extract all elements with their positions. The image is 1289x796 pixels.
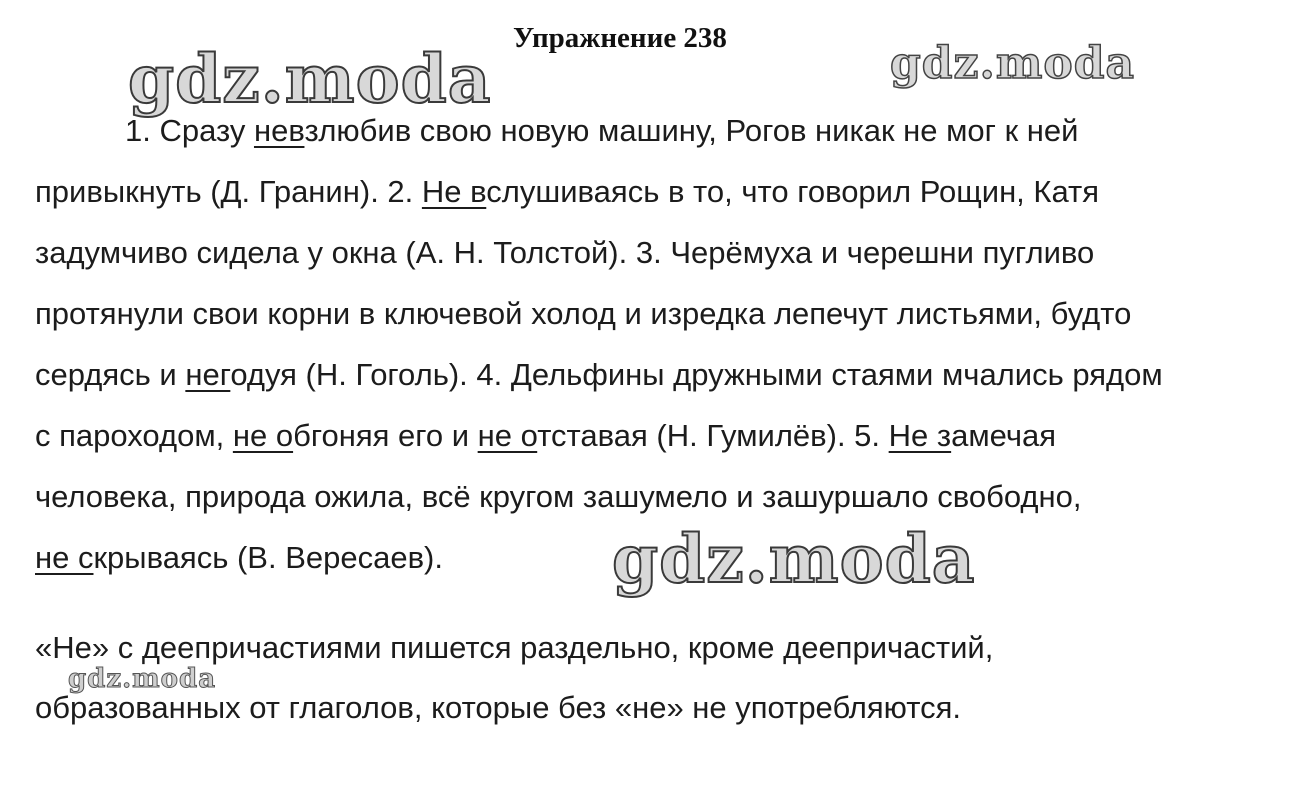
text-line: [35, 357, 1163, 393]
text-segment: злюбив свою новую машину, Рогов никак не мог к ней: [304, 113, 1079, 148]
text-line: [35, 540, 443, 576]
text-segment: амечая: [951, 418, 1057, 453]
underlined-segment: Не з: [888, 418, 952, 453]
watermark-logo: gdz.moda: [68, 664, 217, 694]
text-segment: тставая (Н. Гумилёв). 5.: [537, 418, 889, 453]
text-line: [125, 113, 1078, 149]
underlined-segment: Не в: [421, 174, 487, 209]
rule-line: образованных от глаголов, которые без «не» не употребляются.: [35, 690, 962, 725]
text-segment: слушиваясь в то, что говорил Рощин, Катя: [486, 174, 1100, 209]
rule-line: «Не» с деепричастиями пишется раздельно, кроме деепричастий,: [35, 630, 994, 665]
text-line: [35, 235, 1094, 271]
watermark-logo: gdz.moda: [128, 40, 492, 118]
text-segment: одуя (Н. Гоголь). 4. Дельфины дружными стаями мчались рядом: [230, 357, 1163, 392]
watermark-logo: gdz.moda: [890, 38, 1136, 89]
text-segment: с пароходом,: [35, 418, 233, 453]
underlined-segment: не с: [35, 540, 94, 575]
text-segment: задумчиво сидела у окна (А. Н. Толстой). 3. Черёмуха и черешни пугливо: [35, 235, 1095, 270]
text-segment: 1. Сразу: [125, 113, 254, 148]
underlined-segment: нег: [185, 357, 231, 392]
text-segment: сердясь и: [35, 357, 186, 392]
text-line: [35, 479, 1082, 515]
watermark-logo: gdz.moda: [612, 520, 976, 598]
text-segment: привыкнуть (Д. Гранин). 2.: [35, 174, 422, 209]
text-line: [35, 174, 1099, 210]
underlined-segment: не о: [232, 418, 294, 453]
text-line: [35, 418, 1056, 454]
underlined-segment: нев: [253, 113, 305, 148]
underlined-segment: не о: [477, 418, 538, 453]
text-segment: крываясь (В. Вересаев).: [93, 540, 443, 575]
text-segment: бгоняя его и: [293, 418, 478, 453]
text-segment: протянули свои корни в ключевой холод и изредка лепечут листьями, будто: [35, 296, 1132, 331]
text-line: [35, 296, 1131, 332]
text-segment: человека, природа ожила, всё кругом зашумело и зашуршало свободно,: [35, 479, 1082, 514]
exercise-title: Упражнение 238: [513, 22, 727, 54]
